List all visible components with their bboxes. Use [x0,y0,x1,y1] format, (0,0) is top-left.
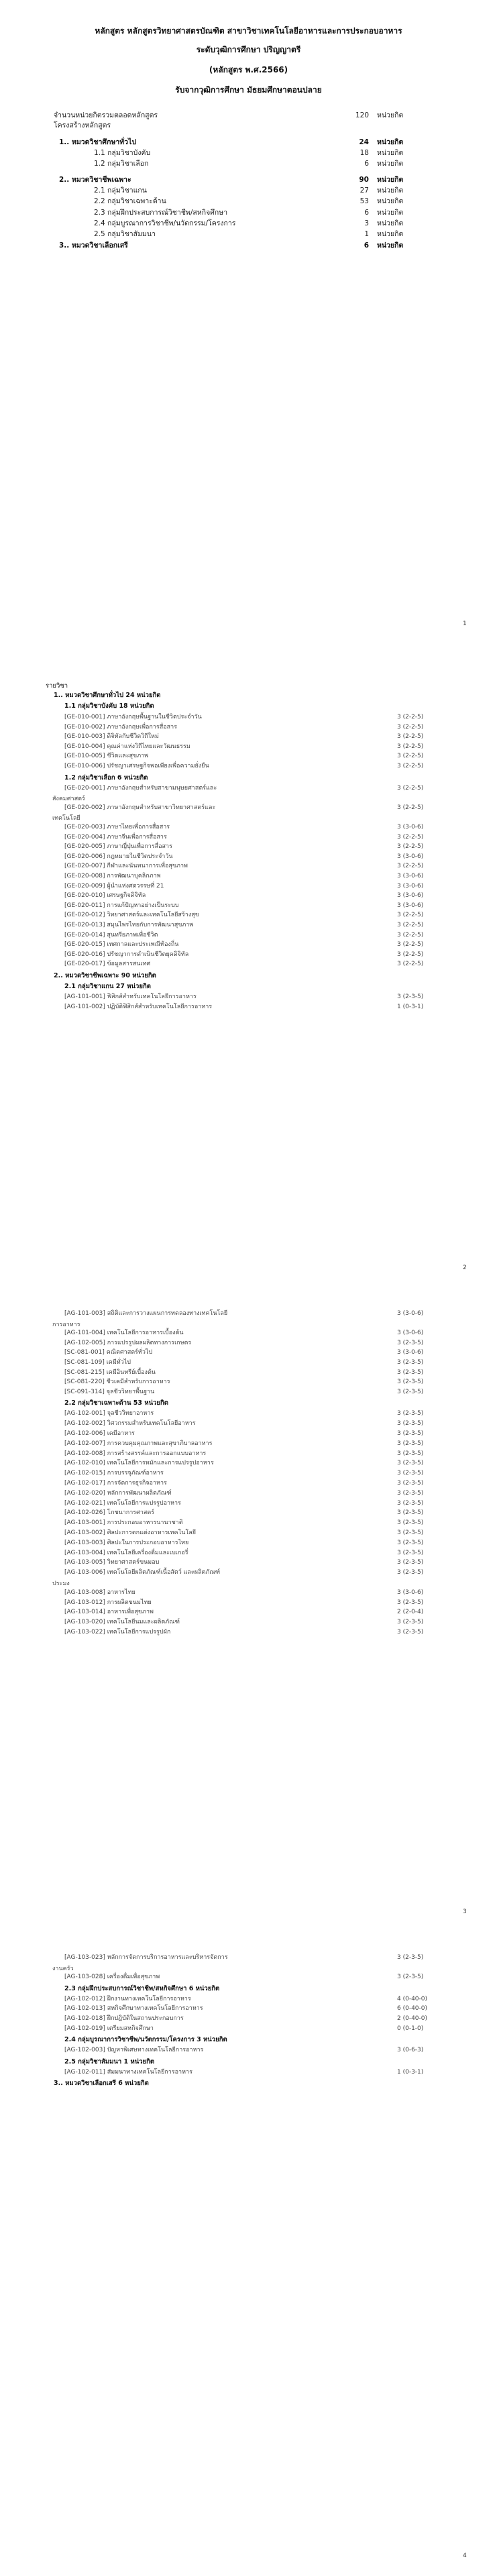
course-credit: 6 (0-40-0) [397,2005,428,2012]
course-title: [GE-020-017] ข้อมูลสารสนเทศ [64,961,151,968]
course-credit: 3 (2-2-5) [397,743,424,750]
summary-credits: 6 [364,160,369,168]
course-title: [AG-101-001] ฟิสิกส์สำหรับเทคโนโลยีการอาหาร [64,994,197,1000]
category-heading: 1.. หมวดวิชาศึกษาทั่วไป 24 หน่วยกิต [54,692,161,699]
category-heading: 2.4 กลุ่มบูรณาการวิชาชีพ/นวัตกรรม/โครงการ 3 หน่วยกิต [64,2036,227,2044]
course-credit: 3 (2-2-5) [397,951,424,958]
category-heading: 2.1 กลุ่มวิชาแกน 27 หน่วยกิต [64,983,151,990]
summary-credits: 1 [364,230,369,238]
course-credit: 3 (2-2-5) [397,784,424,792]
course-title: [GE-020-007] กีฬาและนันทนาการเพื่อสุขภาพ [64,863,188,870]
course-title: [GE-020-009] ผู้นำแห่งศตวรรษที่ 21 [64,882,164,890]
course-credit: 3 (2-2-5) [397,753,424,760]
course-title: [GE-020-013] สมุนไพรไทยกับการพัฒนาสุขภาพ [64,922,194,928]
course-credit: 3 (2-2-5) [397,714,424,720]
summary-label: 1.. หมวดวิชาศึกษาทั่วไป [59,138,137,146]
course-credit: 1 (0-3-1) [397,2068,424,2076]
course-title: [GE-020-002] ภาษาอังกฤษสำหรับสาขาวิทยาศาสตร์และ [64,804,216,811]
course-credit: 3 (2-3-5) [397,1430,424,1437]
course-title: [AG-102-011] สัมมนาทางเทคโนโลยีการอาหาร [64,2068,192,2076]
summary-unit: หน่วยกิต [377,219,404,227]
category-heading: 2.. หมวดวิชาชีพเฉพาะ 90 หน่วยกิต [54,972,156,979]
course-credit: 3 (2-3-5) [397,1559,424,1566]
summary-label: 1.1 กลุ่มวิชาบังคับ [94,149,151,157]
page-number: 3 [463,1909,467,1915]
course-title: [AG-103-022] เทคโนโลยีการแปรรูปผัก [64,1629,171,1635]
course-title: [AG-103-012] การผลิตขนมไทย [64,1599,152,1606]
summary-label: 2.3 กลุ่มฝึกประสบการณ์วิชาชีพ/สหกิจศึกษา [94,209,228,217]
course-credit: 3 (2-3-5) [397,1379,424,1386]
summary-unit: หน่วยกิต [377,111,404,119]
course-credit: 3 (2-3-5) [397,1599,424,1606]
course-credit: 3 (2-3-5) [397,1954,424,1961]
course-title: [AG-103-006] เทคโนโลยีผลิตภัณฑ์เนื้อสัตว์ และผลิตภัณฑ์ [64,1569,221,1576]
summary-credits: 3 [364,219,369,227]
summary-label: 2.. หมวดวิชาชีพเฉพาะ [59,176,131,184]
course-credit: 3 (2-3-5) [397,1480,424,1487]
page-number: 1 [463,621,467,627]
course-title: [SC-081-215] เคมีอินทรีย์เบื้องต้น [64,1368,156,1376]
course-title-continued: การอาหาร [52,1321,80,1328]
course-title: [AG-102-020] หลักการพัฒนาผลิตภัณฑ์ [64,1489,172,1497]
page-3 [0,1288,497,1932]
page-1 [0,0,497,644]
course-title-continued: ประมง [52,1580,70,1587]
course-title: [AG-101-003] สถิติและการวางแผนการทดลองทางเทคโนโลยี [64,1310,228,1317]
course-title-continued: งานครัว [52,1965,74,1972]
course-title: [AG-103-028] เครื่องดื่มเพื่อสุขภาพ [64,1974,160,1981]
course-credit: 3 (3-0-6) [397,873,424,879]
course-credit: 2 (0-40-0) [397,2015,428,2022]
summary-credits: 24 [359,138,369,146]
course-credit: 3 (2-3-5) [397,1410,424,1417]
course-title: [GE-020-006] กฎหมายในชีวิตประจำวัน [64,853,173,860]
summary-label: 3.. หมวดวิชาเลือกเสรี [59,241,128,250]
summary-credits: 53 [360,197,369,205]
course-credit: 3 (3-0-6) [397,1349,424,1356]
course-title: [AG-102-001] จุลชีววิทยาอาหาร [64,1410,154,1417]
course-credit: 3 (2-2-5) [397,931,424,938]
course-credit: 0 (0-1-0) [397,2025,424,2032]
course-title: [GE-020-005] ภาษาญี่ปุ่นเพื่อการสื่อสาร [64,843,172,851]
summary-label: 2.4 กลุ่มบูรณาการวิชาชีพ/นวัตกรรม/โครงการ [94,219,236,227]
course-credit: 3 (2-3-5) [397,1450,424,1457]
course-credit: 3 (2-2-5) [397,912,424,919]
course-credit: 3 (3-0-6) [397,882,424,890]
course-credit: 3 (2-3-5) [397,1499,424,1507]
course-credit: 3 (2-2-5) [397,941,424,949]
course-title: [SC-081-220] ชีวเคมีสำหรับการอาหาร [64,1379,170,1386]
course-title: [AG-103-020] เทคโนโลยีนมและผลิตภัณฑ์ [64,1619,180,1626]
course-title: [AG-103-005] วิทยาศาสตร์ขนมอบ [64,1559,160,1566]
course-title: [AG-102-010] เทคโนโลยีการหมักและการแปรรูปอาหาร [64,1460,214,1467]
course-credit: 3 (2-3-5) [397,1569,424,1576]
summary-unit: หน่วยกิต [377,186,404,195]
summary-credits: 6 [364,241,369,250]
summary-label: 2.1 กลุ่มวิชาแกน [94,186,147,195]
summary-credits: 6 [364,209,369,217]
summary-unit: หน่วยกิต [377,197,404,205]
course-credit: 3 (2-2-5) [397,733,424,741]
summary-credits: 90 [359,176,369,184]
course-credit: 1 (0-3-1) [397,1003,424,1010]
course-credit: 3 (2-2-5) [397,863,424,870]
course-credit: 3 (2-3-5) [397,1489,424,1497]
course-title: [AG-103-003] ศิลปะในการประกอบอาหารไทย [64,1539,189,1546]
course-credit: 3 (2-2-5) [397,804,424,811]
summary-unit: หน่วยกิต [377,209,404,217]
course-credit: 3 (2-3-5) [397,1974,424,1981]
summary-unit: หน่วยกิต [377,241,404,250]
category-heading: 1.2 กลุ่มวิชาเลือก 6 หน่วยกิต [64,773,148,782]
course-title: [AG-102-002] วิศวกรรมสำหรับเทคโนโลยีอาหาร [64,1420,196,1428]
course-credit: 3 (2-3-5) [397,1619,424,1626]
summary-credits: 120 [355,111,369,119]
course-credit: 3 (2-3-5) [397,1388,424,1395]
course-title: [AG-102-019] เตรียมสหกิจศึกษา [64,2025,154,2032]
course-title-continued: สังคมศาสตร์ [52,796,85,803]
course-credit: 3 (3-0-6) [397,824,424,830]
course-credit: 3 (2-3-5) [397,1629,424,1635]
course-credit: 3 (2-3-5) [397,1359,424,1366]
course-title: [GE-020-011] การแก้ปัญหาอย่างเป็นระบบ [64,902,179,909]
page-number: 4 [463,2553,467,2559]
course-credit: 3 (2-3-5) [397,1440,424,1447]
section-heading: รายวิชา [46,682,68,690]
category-heading: 3.. หมวดวิชาเลือกเสรี 6 หน่วยกิต [54,2080,149,2088]
summary-unit: หน่วยกิต [377,230,404,238]
course-title: [GE-020-010] เศรษฐกิจดิจิทัล [64,892,146,900]
credit-summary [0,111,497,312]
course-title: [AG-102-008] การสร้างสรรค์และการออกแบบอาหาร [64,1450,207,1457]
category-heading: 1.1 กลุ่มวิชาบังคับ 18 หน่วยกิต [64,702,154,710]
course-title: [AG-102-005] การแปรรูปผลผลิตทางการเกษตร [64,1339,192,1346]
curriculum-title: หลักสูตร หลักสูตรวิทยาศาสตรบัณฑิต สาขาวิชาเทคโนโลยีอาหารและการประกอบอาหาร [95,26,402,36]
course-title: [GE-020-008] การพัฒนาบุคลิกภาพ [64,873,161,879]
summary-unit: หน่วยกิต [377,176,404,184]
course-credit: 3 (3-0-6) [397,1330,424,1337]
summary-unit: หน่วยกิต [377,160,404,168]
summary-unit: หน่วยกิต [377,138,404,146]
course-title: [SC-081-109] เคมีทั่วไป [64,1359,131,1366]
course-title: [AG-102-026] โภชนาการศาสตร์ [64,1509,155,1517]
course-title: [GE-020-004] ภาษาจีนเพื่อการสื่อสาร [64,833,167,841]
course-credit: 3 (2-3-5) [397,994,424,1000]
course-title: [AG-102-021] เทคโนโลยีการแปรรูปอาหาร [64,1499,181,1507]
course-credit: 3 (2-2-5) [397,961,424,968]
course-credit: 3 (2-2-5) [397,763,424,769]
course-title: [AG-103-004] เทคโนโลยีเครื่องดื่มและเบเกอรี่ [64,1549,188,1556]
course-title: [AG-103-014] อาหารเพื่อสุขภาพ [64,1609,154,1616]
course-title: [GE-020-012] วิทยาศาสตร์และเทคโนโลยีสร้างสุข [64,912,199,919]
course-credit: 3 (2-3-5) [397,1539,424,1546]
course-title: [GE-020-003] ภาษาไทยเพื่อการสื่อสาร [64,824,170,830]
summary-label: 2.2 กลุ่มวิชาเฉพาะด้าน [94,197,166,205]
course-title: [GE-010-002] ภาษาอังกฤษเพื่อการสื่อสาร [64,723,178,731]
course-title: [AG-103-002] ศิลปะการตกแต่งอาหารเทคโนโลยี [64,1529,197,1536]
course-credit: 3 (2-3-5) [397,1339,424,1346]
course-title: [GE-020-014] สุนทรียภาพเพื่อชีวิต [64,931,158,938]
course-credit: 3 (3-0-6) [397,1310,424,1317]
course-credit: 3 (2-3-5) [397,1368,424,1376]
course-title: [GE-010-001] ภาษาอังกฤษพื้นฐานในชีวิตประจำวัน [64,714,202,720]
course-title: [GE-020-001] ภาษาอังกฤษสำหรับสาขามนุษยศาสตร์และ [64,784,217,792]
category-heading: 2.2 กลุ่มวิชาเฉพาะด้าน 53 หน่วยกิต [64,1399,168,1407]
course-credit: 3 (2-2-5) [397,723,424,731]
course-credit: 3 (2-3-5) [397,1529,424,1536]
summary-credits: 18 [360,149,369,157]
course-credit: 3 (2-3-5) [397,1519,424,1527]
course-title: [GE-020-015] เทศกาลและประเพณีท้องถิ่น [64,941,179,949]
course-title: [SC-091-314] จุลชีววิทยาพื้นฐาน [64,1388,155,1395]
summary-label: โครงสร้างหลักสูตร [54,121,111,129]
course-credit: 3 (0-6-3) [397,2047,424,2054]
page-4 [0,1932,497,2576]
course-credit: 3 (3-0-6) [397,892,424,900]
summary-label: 2.5 กลุ่มวิชาสัมมนา [94,230,156,238]
course-credit: 4 (0-40-0) [397,1995,428,2002]
course-title: [AG-103-008] อาหารไทย [64,1589,135,1596]
course-title: [GE-010-006] ปรัชญาเศรษฐกิจพอเพียงเพื่อความยั่งยืน [64,763,209,769]
summary-credits: 27 [360,186,369,195]
course-credit: 3 (2-3-5) [397,1549,424,1556]
course-title: [SC-081-001] คณิตศาสตร์ทั่วไป [64,1349,153,1356]
course-title: [GE-010-005] ชีวิตและสุขภาพ [64,753,149,760]
course-title: [AG-101-004] เทคโนโลยีการอาหารเบื้องต้น [64,1330,184,1337]
course-title: [AG-102-007] การควบคุมคุณภาพและสุขาภิบาลอาหาร [64,1440,213,1447]
course-title: [AG-102-013] สหกิจศึกษาทางเทคโนโลยีการอาหาร [64,2005,203,2012]
category-heading: 2.3 กลุ่มฝึกประสบการณ์วิชาชีพ/สหกิจศึกษา 6 หน่วยกิต [64,1984,220,1992]
course-credit: 3 (2-2-5) [397,833,424,841]
summary-label: จำนวนหน่วยกิตรวมตลอดหลักสูตร [54,111,158,119]
summary-unit: หน่วยกิต [377,149,404,157]
course-credit: 3 (2-2-5) [397,922,424,928]
degree-level: ระดับวุฒิการศึกษา ปริญญาตรี [196,45,301,54]
course-title: [GE-020-016] ปรัชญาการดำเนินชีวิตยุคดิจิทัล [64,951,189,958]
course-title: [AG-103-023] หลักการจัดการบริการอาหารและบริหารจัดการ [64,1954,228,1961]
course-title: [AG-102-012] ฝึกงานทางเทคโนโลยีการอาหาร [64,1995,191,2002]
course-title: [AG-103-001] การประกอบอาหารนานาชาติ [64,1519,183,1527]
page-number: 2 [463,1265,467,1271]
course-title: [GE-010-003] ดิจิทัลกับชีวิตวิถีใหม่ [64,733,159,741]
course-credit: 3 (2-3-5) [397,1420,424,1428]
course-title: [AG-102-006] เคมีอาหาร [64,1430,135,1437]
course-credit: 3 (2-3-5) [397,1509,424,1517]
summary-label: 1.2 กลุ่มวิชาเลือก [94,160,149,168]
course-title-continued: เทคโนโลยี [52,815,80,822]
course-credit: 3 (3-0-6) [397,853,424,860]
category-heading: 2.5 กลุ่มวิชาสัมมนา 1 หน่วยกิต [64,2057,155,2065]
course-title: [AG-102-018] ฝึกปฏิบัติในสถานประกอบการ [64,2015,184,2022]
course-credit: 3 (3-0-6) [397,902,424,909]
course-credit: 2 (2-0-4) [397,1609,424,1616]
course-credit: 3 (2-2-5) [397,843,424,851]
page-2 [0,644,497,1288]
admission-requirement: รับจากวุฒิการศึกษา มัธยมศึกษาตอนปลาย [175,85,322,95]
course-title: [AG-102-017] การจัดการธุรกิจอาหาร [64,1480,167,1487]
course-title: [AG-101-002] ปฏิบัติฟิสิกส์สำหรับเทคโนโลยีการอาหาร [64,1003,213,1010]
course-credit: 3 (3-0-6) [397,1589,424,1596]
course-credit: 3 (2-3-5) [397,1460,424,1467]
curriculum-year: (หลักสูตร พ.ศ.2566) [209,65,288,74]
course-title: [GE-010-004] คุณค่าแห่งวิถีไทยและวัฒนธรรม [64,743,190,750]
course-title: [AG-102-015] การบรรจุภัณฑ์อาหาร [64,1470,164,1477]
course-credit: 3 (2-3-5) [397,1470,424,1477]
course-title: [AG-102-003] ปัญหาพิเศษทางเทคโนโลยีการอาหาร [64,2047,204,2054]
